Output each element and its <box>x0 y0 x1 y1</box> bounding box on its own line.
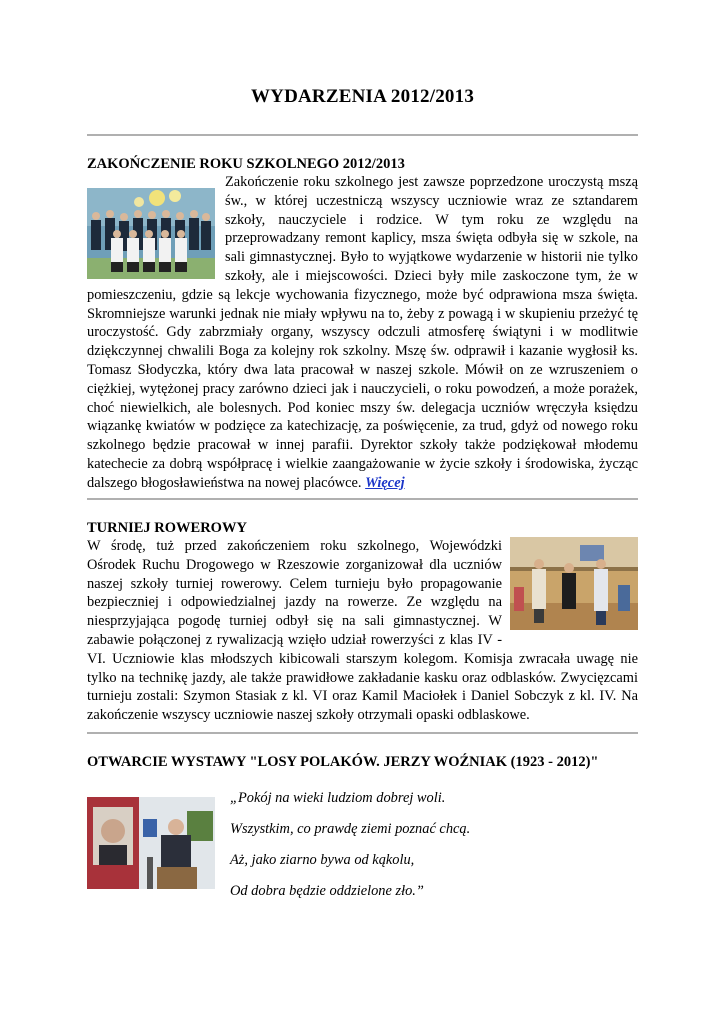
poem <box>230 789 470 913</box>
poem-line: Od dobra będzie oddzielone zło.” <box>230 883 424 899</box>
section-title: OTWARCIE WYSTAWY "LOSY POLAKÓW. JERZY WOŹNIAK (1923 - 2012)" <box>87 754 599 770</box>
poem-line: „Pokój na wieki ludziom dobrej woli. <box>230 790 446 806</box>
exhibition-photo <box>87 797 215 889</box>
section-text: Zakończenie roku szkolnego jest zawsze poprzedzone uroczystą mszą św., w której uczestniczą wszyscy uczniowie wraz ze sztandarem szkoły, nauczyciele i rodzice. W tym roku ze względu na przeprowadzany remont kaplicy, msza święta odbyła się w szkole, na sali gimnastycznej. Było to wyjątkowe wydarzenie w historii nie tylko szkoły, ale i miejscowości. Dzieci były mile zaskoczone tym, że w pomieszczeniu, gdzie są lekcje wychowania fizycznego, może być odprawiona msza święta. Skromniejsze warunki jednak nie miały wpływu na to, żeby z powagą i w skupieniu przeżyć tę uroczystość. Gdy zabrzmiały organy, wszyscy odczuli atmosferę świątyni i w modlitwie dziękczynnej chwalili Boga za kolejny rok szkolny. Mszę św. odprawił i kazanie wygłosił ks. Tomasz Słodyczka, który dwa lata pracował w naszej szkole. Mówił on ze wzruszeniem o ciężkiej, wytężonej pracy zarówno dzieci jak i nauczycieli, o roku powodzeń, a może porażek, choć niewielkich, ale bolesnych. Pod koniec mszy św. delegacja uczniów wręczyła księdzu wiązankę kwiatów w podzięce za katechizację, za poświęcenie, za trud, gdyż od nowego roku szkolnego będzie pracował w innej parafii. Dyrektor szkoły także podziękował młodemu katechecie za dobrą współpracę i wielkie zaangażowanie w życie szkoły i środowiska, życząc dalszego błogosławieństwa na nowej placówce. <box>87 174 638 491</box>
section-school-year-end <box>87 156 638 493</box>
divider <box>87 498 638 500</box>
page-title: WYDARZENIA 2012/2013 <box>250 86 475 107</box>
section-title: ZAKOŃCZENIE ROKU SZKOLNEGO 2012/2013 <box>87 156 405 172</box>
section-exhibition <box>87 754 638 771</box>
divider <box>87 732 638 734</box>
section-body <box>87 173 638 493</box>
divider <box>87 134 638 136</box>
poem-line: Aż, jako ziarno bywa od kąkolu, <box>230 852 415 868</box>
more-link[interactable]: Więcej <box>365 474 405 491</box>
bike-tournament-photo <box>510 537 638 630</box>
section-text: W środę, tuż przed zakończeniem roku szkolnego, Wojewódzki Ośrodek Ruchu Drogowego w Rzeszowie zorganizował dla uczniów naszej szkoły turniej rowerowy. Celem turnieju było propagowanie bezpieczniej i odpowiedzialnej jazdy na rowerze. Ze względu na niesprzyjająca pogodę turniej odbył się na sali gimnastycznej. W zabawie połączonej z rywalizacją wzięło udział rowerzyści z klas IV - VI. Uczniowie klas młodszych kibicowali starszym kolegom. Komisja zwracała uwagę nie tylko na technikę jazdy, ale także prawidłowe zakładanie kasku oraz odblasków. Zwycięzcami turnieju zostali: Szymon Stasiak z kl. VI oraz Kamil Maciołek i Daniel Sobczyk z kl. IV. Na zakończenie wszyscy uczniowie naszej szkoły otrzymali opaski odblaskowe. <box>87 538 638 724</box>
poem-line: Wszystkim, co prawdę ziemi poznać chcą. <box>230 821 471 837</box>
school-year-end-photo <box>87 188 215 279</box>
section-bike-tournament <box>87 520 638 725</box>
section-title: TURNIEJ ROWEROWY <box>87 520 247 536</box>
section-body <box>87 537 638 725</box>
